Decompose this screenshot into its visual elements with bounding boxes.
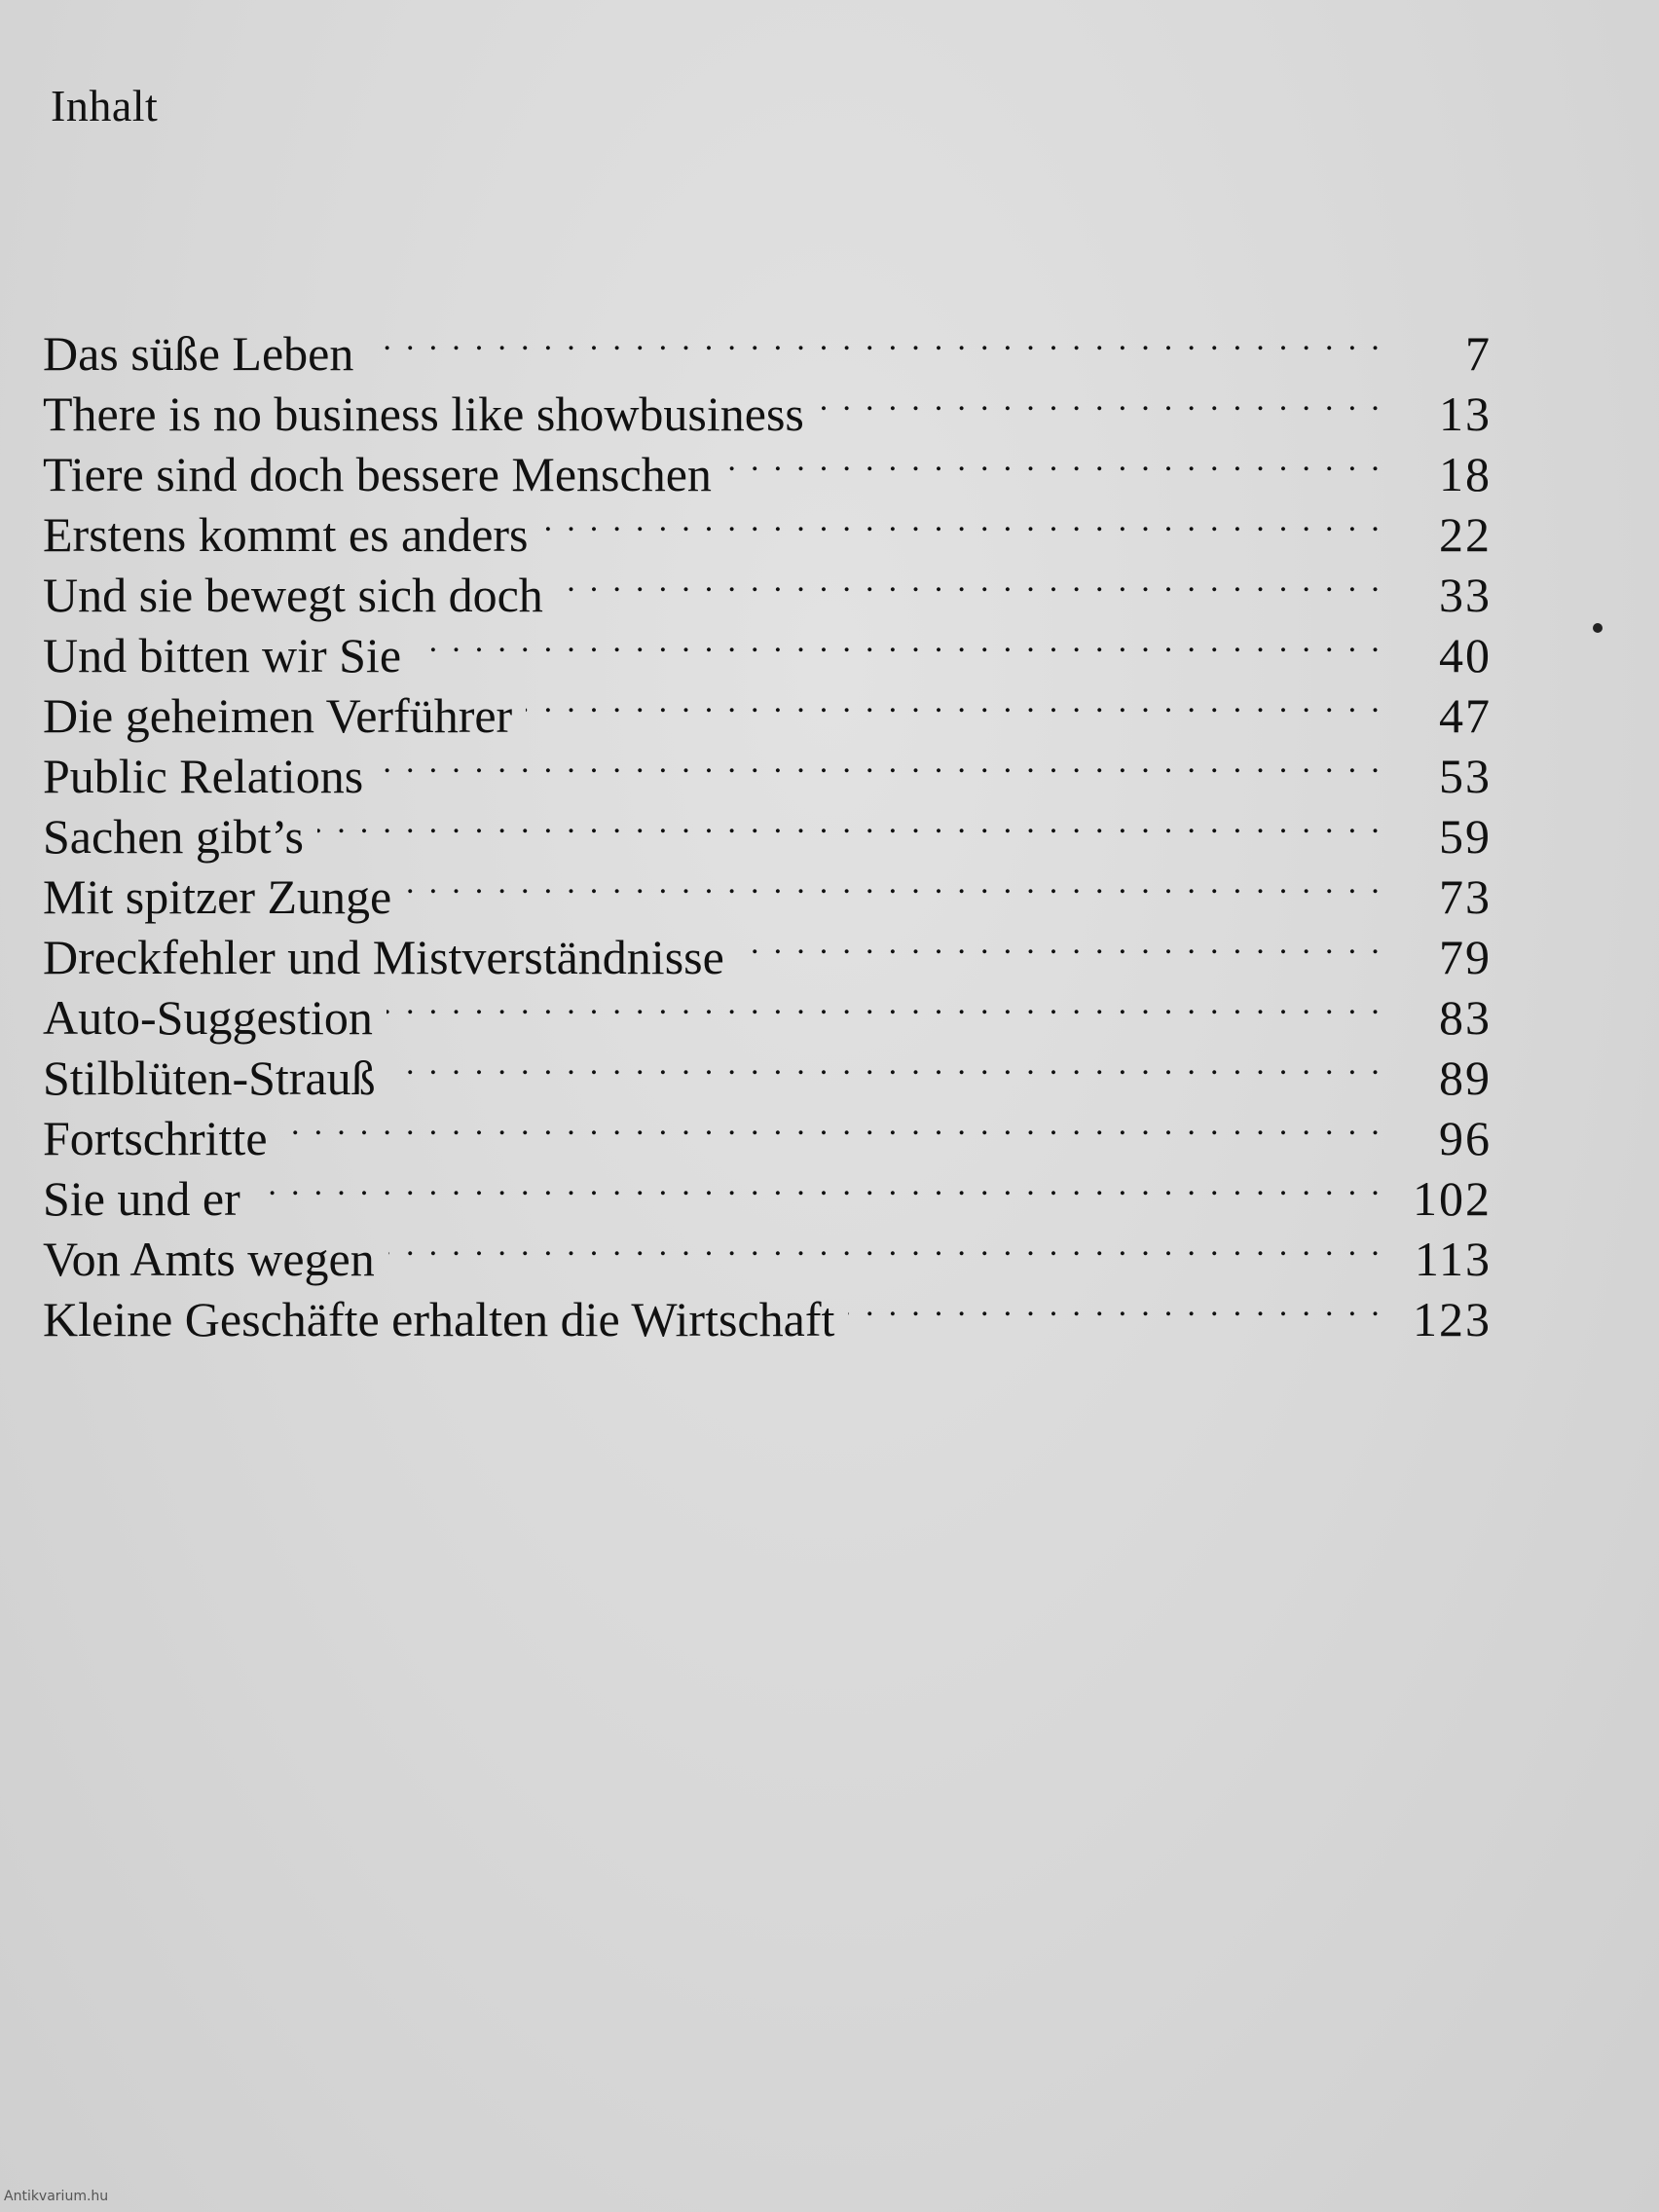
toc-entry-title: Stilblüten-Strauß — [43, 1051, 376, 1105]
dot-leader — [389, 1034, 1382, 1094]
toc-entry-title: Kleine Geschäfte erhalten die Wirtschaft — [43, 1292, 835, 1346]
toc-entry-page: 40 — [1439, 628, 1492, 682]
toc-entry-title: Sachen gibt’s — [43, 809, 305, 864]
dot-leader — [526, 672, 1382, 732]
toc-entry-title: Und bitten wir Sie — [43, 628, 402, 682]
toc-entry-page: 47 — [1439, 688, 1492, 743]
toc-entry-page: 79 — [1439, 930, 1492, 984]
toc-entry-page: 123 — [1413, 1292, 1492, 1346]
toc-entry-page: 59 — [1439, 809, 1492, 864]
dot-leader — [738, 913, 1382, 974]
ink-speck — [1593, 623, 1603, 633]
dot-leader — [557, 551, 1382, 611]
toc-entry-page: 53 — [1439, 749, 1492, 803]
toc-entry — [43, 1215, 1492, 1286]
toc-entry-title: Fortschritte — [43, 1111, 268, 1165]
toc-entry-page: 7 — [1465, 326, 1492, 381]
toc-entry-page: 13 — [1439, 387, 1492, 441]
toc-entry — [43, 310, 1492, 381]
toc-entry-title: Auto-Suggestion — [43, 990, 373, 1045]
toc-entry-page: 22 — [1439, 507, 1492, 562]
toc-entry-title: Public Relations — [43, 749, 364, 803]
dot-leader — [848, 1275, 1382, 1336]
dot-leader — [542, 491, 1382, 551]
toc-entry-page: 83 — [1439, 990, 1492, 1045]
dot-leader — [254, 1155, 1382, 1215]
dot-leader — [388, 1215, 1382, 1275]
toc-entry-page: 89 — [1439, 1051, 1492, 1105]
dot-leader — [387, 974, 1382, 1034]
toc-entry-title: There is no business like showbusiness — [43, 387, 804, 441]
toc-entry-title: Von Amts wegen — [43, 1232, 375, 1286]
toc-entry-page: 18 — [1439, 447, 1492, 501]
dot-leader — [281, 1094, 1382, 1155]
toc-entry-title: Das süße Leben — [43, 326, 354, 381]
toc-entry-title: Die geheimen Verführer — [43, 688, 513, 743]
toc-entry-page: 96 — [1439, 1111, 1492, 1165]
dot-leader — [367, 310, 1382, 370]
toc-entry-page: 73 — [1439, 869, 1492, 924]
toc-entry-title: Sie und er — [43, 1171, 240, 1226]
toc-entry — [43, 1155, 1492, 1226]
toc-entry-page: 102 — [1413, 1171, 1492, 1226]
watermark-text: Antikvarium.hu — [4, 2189, 109, 2204]
dot-leader — [725, 430, 1382, 491]
dot-leader — [415, 611, 1382, 672]
dot-leader — [317, 793, 1382, 853]
dot-leader — [405, 853, 1382, 913]
toc-entry-page: 113 — [1414, 1232, 1492, 1286]
page-title: Inhalt — [51, 81, 159, 130]
toc-entry-title: Dreckfehler und Mistverständnisse — [43, 930, 724, 984]
toc-entry-title: Mit spitzer Zunge — [43, 869, 392, 924]
dot-leader — [377, 732, 1382, 793]
dot-leader — [818, 370, 1382, 430]
toc-entry-title: Und sie bewegt sich doch — [43, 568, 543, 622]
toc-entry-page: 33 — [1439, 568, 1492, 622]
table-of-contents — [43, 310, 1492, 1346]
toc-entry-title: Erstens kommt es anders — [43, 507, 529, 562]
toc-entry-title: Tiere sind doch bessere Menschen — [43, 447, 712, 501]
